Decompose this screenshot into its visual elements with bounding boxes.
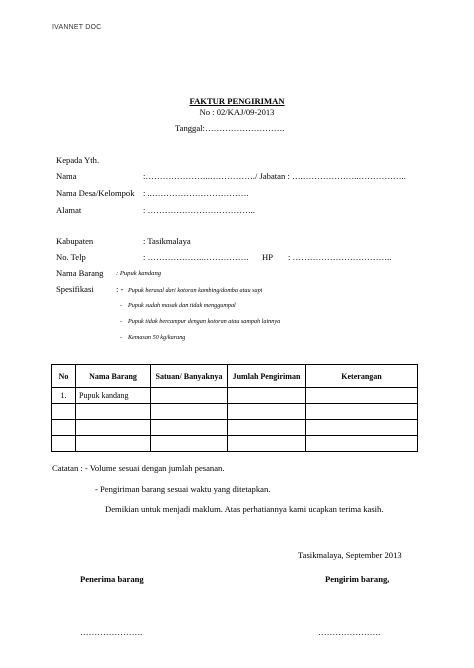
- table-cell: Pupuk kandang: [76, 388, 151, 404]
- place-date: Tasikmalaya, September 2013: [298, 550, 402, 560]
- barang-label: Nama Barang: [56, 268, 104, 278]
- kabupaten-value: : Tasikmalaya: [143, 236, 191, 246]
- table-header-row: [52, 365, 418, 388]
- table-cell: [151, 388, 228, 404]
- spec-bullet: -: [120, 334, 123, 341]
- table-cell: [52, 404, 76, 420]
- table-cell: [76, 404, 151, 420]
- table-cell: 1.: [52, 388, 76, 404]
- table-cell: [306, 404, 418, 420]
- desa-label: Nama Desa/Kelompok: [56, 188, 135, 198]
- greeting: Kepada Yth.: [56, 155, 100, 165]
- spec-item: Pupuk tidak bercampur dengan kotoran atau sampah lainnya: [128, 318, 281, 325]
- barang-value: : Pupuk kandang: [116, 270, 162, 277]
- table-row: [52, 420, 418, 436]
- table-cell: [228, 404, 306, 420]
- nama-value: :…………………..……………./ Jabatan : ….………………..……………..: [143, 171, 406, 181]
- table-cell: [76, 436, 151, 452]
- hp-value: : ……………………………..: [288, 252, 392, 262]
- table-row: [52, 436, 418, 452]
- col-header-keterangan: Keterangan: [306, 365, 418, 388]
- nama-label: Nama: [56, 171, 77, 181]
- sender-signature-line: ………………….: [318, 627, 381, 637]
- table-cell: [76, 420, 151, 436]
- spec-item: Pupuk berasal dari kotoran kambing/domba atau sapi: [128, 287, 263, 294]
- col-header-satuan: Satuan/ Banyaknya: [151, 365, 228, 388]
- table-cell: [228, 388, 306, 404]
- note-second: - Pengiriman barang sesuai waktu yang ditetapkan.: [95, 484, 271, 494]
- table-cell: [52, 436, 76, 452]
- telp-value: : ………………..…………….: [143, 252, 249, 262]
- sender-label: Pengirim barang,: [325, 574, 390, 584]
- spec-bullet: -: [120, 302, 123, 309]
- table-cell: [306, 436, 418, 452]
- col-header-jumlah: Jumlah Pengiriman: [228, 365, 306, 388]
- note-catatan: Catatan : - Volume sesuai dengan jumlah pesanan.: [52, 463, 225, 473]
- telp-label: No. Telp: [56, 252, 86, 262]
- hp-label: HP: [262, 252, 273, 262]
- items-table: [51, 364, 418, 452]
- invoice-number: No : 02/KAJ/09-2013: [199, 107, 275, 117]
- alamat-value: : ………………………………..: [143, 205, 255, 215]
- col-header-no: No: [52, 365, 76, 388]
- col-header-nama-barang: Nama Barang: [76, 365, 151, 388]
- receiver-signature-line: ………………….: [80, 627, 143, 637]
- table-cell: [151, 436, 228, 452]
- date-line: Tanggal:……………………….: [175, 123, 285, 133]
- spec-bullet: -: [120, 318, 123, 325]
- alamat-label: Alamat: [56, 205, 82, 215]
- spesifikasi-label: Spesifikasi: [56, 284, 94, 294]
- document-brand: IVANNET DOC: [52, 24, 102, 31]
- table-cell: [228, 436, 306, 452]
- receiver-label: Penerima barang: [80, 574, 144, 584]
- table-cell: [151, 404, 228, 420]
- table-cell: [151, 420, 228, 436]
- spec-item: Kemasan 50 kg/karung: [128, 334, 186, 341]
- table-cell: [52, 420, 76, 436]
- spec-item: Pupuk sudah masak dan tidak menggumpal: [128, 302, 236, 309]
- table-row: [52, 388, 418, 404]
- table-cell: [228, 420, 306, 436]
- spesifikasi-colon: : -: [116, 284, 124, 294]
- kabupaten-label: Kabupaten: [56, 236, 94, 246]
- document-title: FAKTUR PENGIRIMAN: [189, 96, 285, 106]
- desa-value: : ..…………………………….: [143, 188, 249, 198]
- table-cell: [306, 420, 418, 436]
- closing-statement: Demikian untuk menjadi maklum. Atas perhatiannya kami ucapkan terima kasih.: [105, 504, 384, 514]
- table-row: [52, 404, 418, 420]
- table-cell: [306, 388, 418, 404]
